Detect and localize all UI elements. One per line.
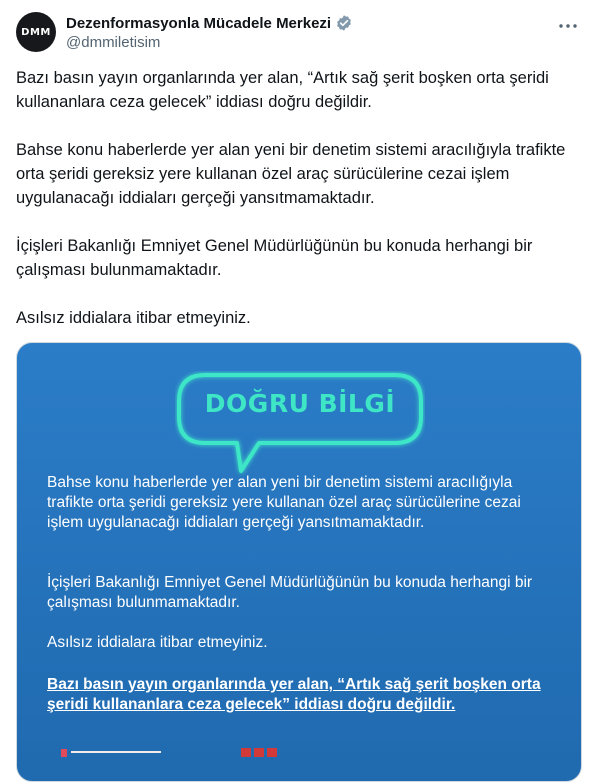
media-paragraph: Asılsız iddialara itibar etmeyiniz. xyxy=(47,634,268,651)
avatar-logo-text: DMM xyxy=(21,26,51,38)
tweet-paragraph: Bahse konu haberlerde yer alan yeni bir denetim sistemi aracılığıyla trafikte orta şeridi gereksiz yere kullanan özel araç sürücülerine cezai işlem uygulanacağı iddiaları gerçeği yansıtmamaktadır. xyxy=(16,141,566,207)
media-paragraph: Bahse konu haberlerde yer alan yeni bir denetim sistemi aracılığıyla trafikte orta şeridi gereksiz yere kullanan özel araç sürücülerine cezai işlem uygulanacağı iddiaları gerçeği yansıtmamaktadır. xyxy=(47,474,521,531)
fact-badge-label: DOĞRU BİLGİ xyxy=(204,389,396,418)
tweet-text xyxy=(16,66,582,354)
more-dots-icon xyxy=(559,23,577,29)
fact-badge xyxy=(175,371,425,479)
tweet-media-image[interactable] xyxy=(16,342,582,782)
avatar[interactable] xyxy=(16,12,56,52)
tweet-paragraph: İçişleri Bakanlığı Emniyet Genel Müdürlüğünün bu konuda herhangi bir çalışması bulunmamaktadır. xyxy=(16,237,533,279)
speech-bubble-icon xyxy=(175,371,425,479)
verified-badge-icon xyxy=(335,14,353,32)
footer-logos-strip xyxy=(61,745,301,757)
media-paragraph: İçişleri Bakanlığı Emniyet Genel Müdürlüğünün bu konuda herhangi bir çalışması bulunmamaktadır. xyxy=(47,574,533,611)
author-display-name[interactable]: Dezenformasyonla Mücadele Merkezi xyxy=(66,14,332,32)
author-names xyxy=(66,13,353,51)
author-handle[interactable]: @dmmiletisim xyxy=(66,34,161,51)
tweet-paragraph: Asılsız iddialara itibar etmeyiniz. xyxy=(16,309,251,327)
media-claim-text: Bazı basın yayın organlarında yer alan, “Artık sağ şerit boşken orta şeridi kullananlara ceza gelecek” iddiası doğru değildir. xyxy=(47,676,541,713)
more-options-icon[interactable] xyxy=(556,16,580,36)
tweet-paragraph: Bazı basın yayın organlarında yer alan, “Artık sağ şerit boşken orta şeridi kullananlara ceza gelecek” iddiası doğru değildir. xyxy=(16,69,549,111)
tweet-header xyxy=(16,12,582,56)
